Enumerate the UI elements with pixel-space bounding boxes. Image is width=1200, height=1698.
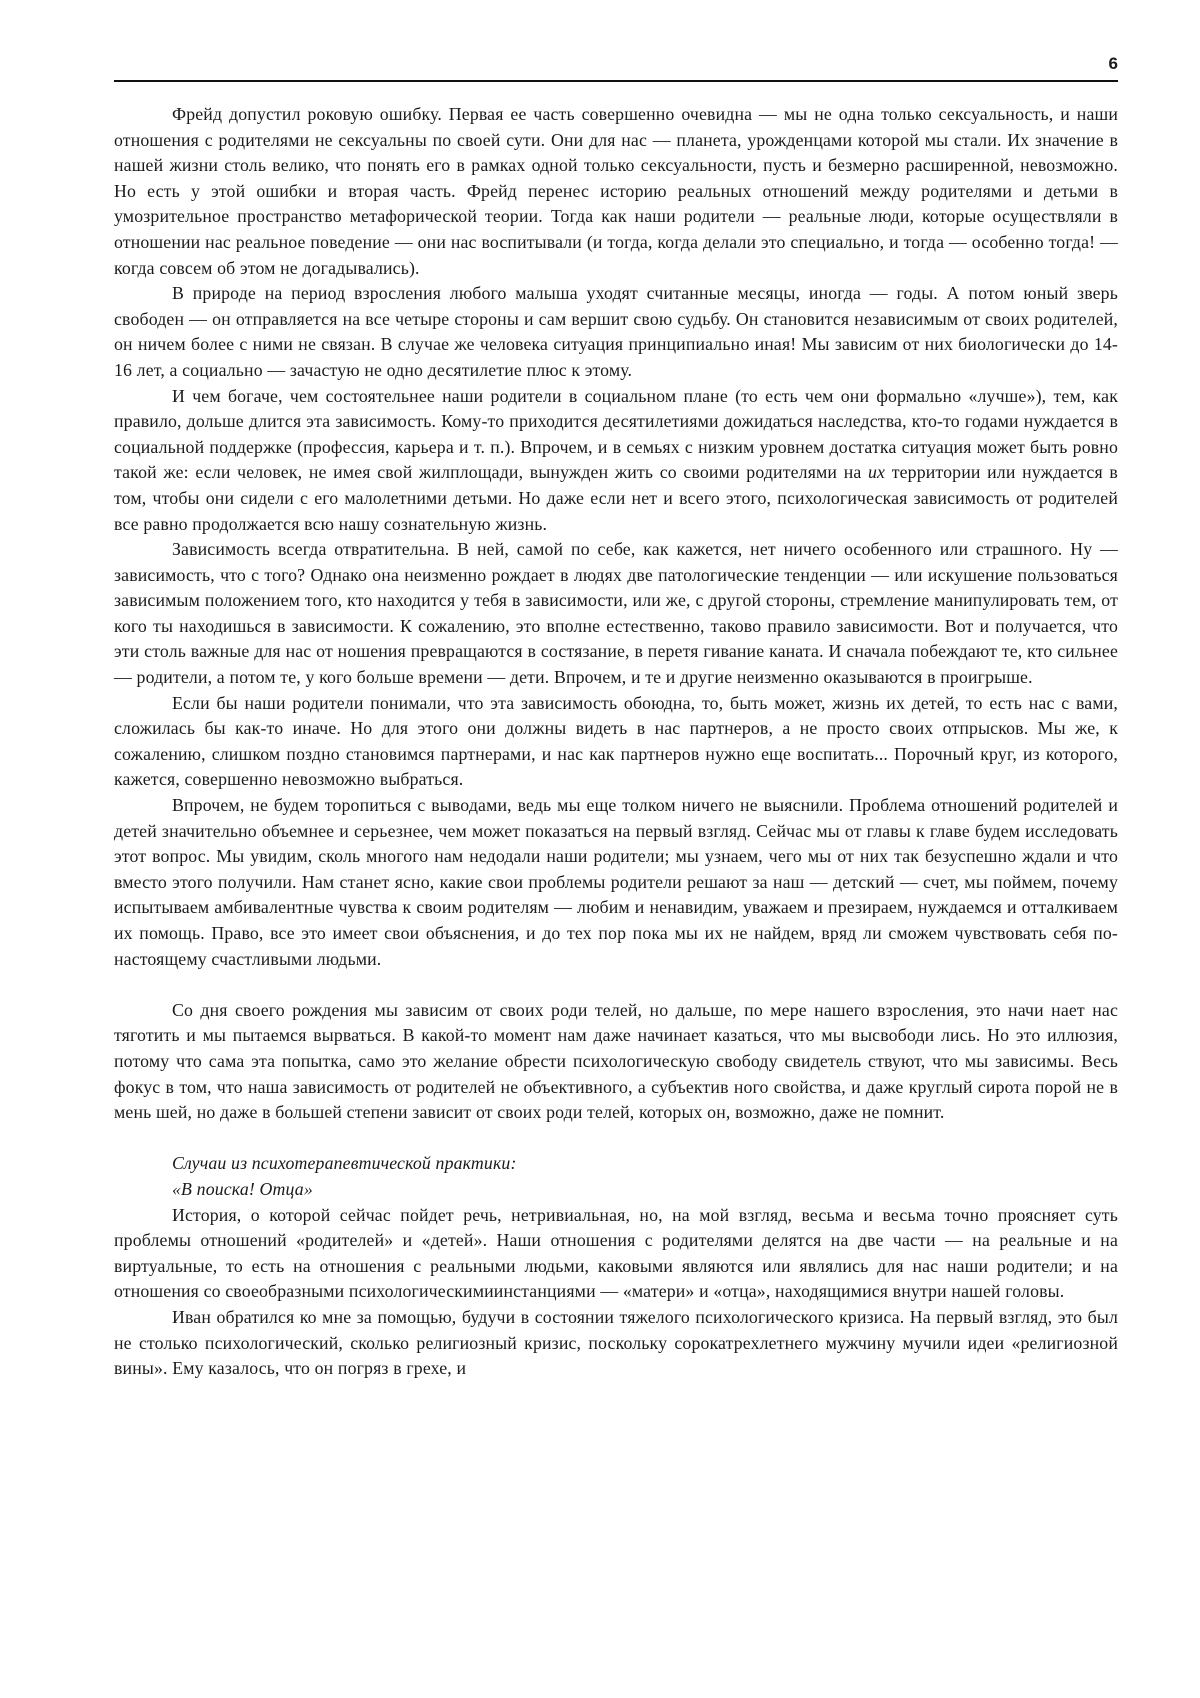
paragraph-3-start: И чем богаче, чем состоятельнее наши родители в социальном плане (то есть чем они формально «лучше»), тем, как правило, дольше длится эта зависимость. Кому-то приходится десятилетиями дожидаться наследства, кто-то годами нуждается в социальной поддержке (профессия, карьера и т. п.). Впрочем, и в семьях с низким уровнем достатка ситуация может быть ровно такой же: если человек, не имея свой жилплощади, вынужден жить со своими родителями на — [114, 386, 1118, 483]
paragraph-7: Со дня своего рождения мы зависим от своих роди телей, но дальше, по мере нашего взросления, это начи нает нас тяготить и мы пытаемся вырваться. В какой-то момент нам даже начинает казаться, что мы высвободи лись. Но это иллюзия, потому что сама эта попытка, само это желание обрести психологическую свободу свидетель ствуют, что мы зависимы. Весь фокус в том, что наша зависимость от родителей не объективного, а субъектив ного свойства, и даже круглый сирота порой не в мень шей, но даже в большей степени зависит от своих роди телей, которых он, возможно, даже не помнит. — [114, 998, 1118, 1126]
paragraph-9: Иван обратился ко мне за помощью, будучи в состоянии тяжелого психологического кризиса. На первый взгляд, это был не столько психологический, сколько религиозный кризис, поскольку сорокатрехлетнего мужчину мучили идеи «религиозной вины». Ему казалось, что он погряз в грехе, и — [114, 1305, 1118, 1382]
page-header — [114, 50, 1118, 82]
paragraph-2: В природе на период взросления любого малыша уходят считанные месяцы, иногда — годы. А потом юный зверь свободен — он отправляется на все четыре стороны и сам вершит свою судьбу. Он становится независимым от своих родителей, он ничем более с ними не связан. В случае же человека ситуация принципиально иная! Мы зависим от них биологически до 14-16 лет, а социально — зачастую не одно десятилетие плюс к этому. — [114, 281, 1118, 383]
paragraph-6: Впрочем, не будем торопиться с выводами, ведь мы еще толком ничего не выяснили. Проблема отношений родителей и детей значительно объемнее и серьезнее, чем может показаться на первый взгляд. Сейчас мы от главы к главе будем исследовать этот вопрос. Мы увидим, сколь многого нам недодали наши родители; мы узнаем, чего мы от них так безуспешно ждали и что вместо этого получили. Нам станет ясно, какие свои проблемы родители решают за наш — детский — счет, мы поймем, почему испытываем амбивалентные чувства к своим родителям — любим и ненавидим, уважаем и презираем, нуждаемся и отталкиваем их помощь. Право, все это имеет свои объяснения, и до тех пор пока мы их не найдем, вряд ли сможем чувствовать себя по-настоящему счастливыми людьми. — [114, 793, 1118, 972]
paragraph-8: История, о которой сейчас пойдет речь, нетривиальная, но, на мой взгляд, весьма и весьма точно проясняет суть проблемы отношений «родителей» и «детей». Наши отношения с родителями делятся на две части — на реальные и на виртуальные, то есть на отношения с реальными людьми, каковыми являются или являлись для нас наши родители; и на отношения со своеобразными психологическимиинстанциями — «матери» и «отца», находящимися внутри нашей головы. — [114, 1203, 1118, 1305]
page-number: 6 — [1109, 54, 1118, 74]
document-page — [0, 0, 1200, 1698]
paragraph-5: Если бы наши родители понимали, что эта зависимость обоюдна, то, быть может, жизнь их детей, то есть нас с вами, сложилась бы как-то иначе. Но для этого они должны видеть в нас партнеров, а не просто своих отпрысков. Мы же, к сожалению, слишком поздно становимся партнерами, и нас как партнеров нужно еще воспитать... Порочный круг, из которого, кажется, совершенно невозможно выбраться. — [114, 691, 1118, 793]
paragraph-3 — [114, 384, 1118, 538]
paragraph-3-italic-word: их — [868, 462, 885, 482]
paragraph-4: Зависимость всегда отвратительна. В ней, самой по себе, как кажется, нет ничего особенного или страшного. Ну — зависимость, что с того? Однако она неизменно рождает в людях две патологические тенденции — или искушение пользоваться зависимым положением того, кто находится у тебя в зависимости, или же, с другой стороны, стремление манипулировать тем, от кого ты находишься в зависимости. К сожалению, это вполне естественно, таково правило зависимости. Вот и получается, что эти столь важные для нас от ношения превращаются в состязание, в перетя гивание каната. И сначала побеждают те, кто сильнее — родители, а потом те, у кого больше времени — дети. Впрочем, и те и другие неизменно оказываются в проигрыше. — [114, 537, 1118, 691]
case-heading-line-2: «В поиска! Отца» — [114, 1177, 1118, 1203]
case-heading-line-1: Случаи из психотерапевтической практики: — [114, 1151, 1118, 1177]
paragraph-1: Фрейд допустил роковую ошибку. Первая ее часть совершенно очевидна — мы не одна только сексуальность, и наши отношения с родителями не сексуальны по своей сути. Они для нас — планета, урожденцами которой мы стали. Их значение в нашей жизни столь велико, что понять его в рамках одной только сексуальности, пусть и безмерно расширенной, невозможно. Но есть у этой ошибки и вторая часть. Фрейд перенес историю реальных отношений между родителями и детьми в умозрительное пространство метафорической теории. Тогда как наши родители — реальные люди, которые осуществляли в отношении нас реальное поведение — они нас воспитывали (и тогда, когда делали это специально, и тогда — особенно тогда! — когда совсем об этом не догадывались). — [114, 102, 1118, 281]
body-text — [114, 102, 1118, 1382]
paragraph-3-end: территории или нуждается в том, чтобы они сидели с его малолетними детьми. Но даже если нет и всего этого, психологическая зависимость от родителей все равно продолжается всю нашу сознательную жизнь. — [114, 462, 1118, 533]
